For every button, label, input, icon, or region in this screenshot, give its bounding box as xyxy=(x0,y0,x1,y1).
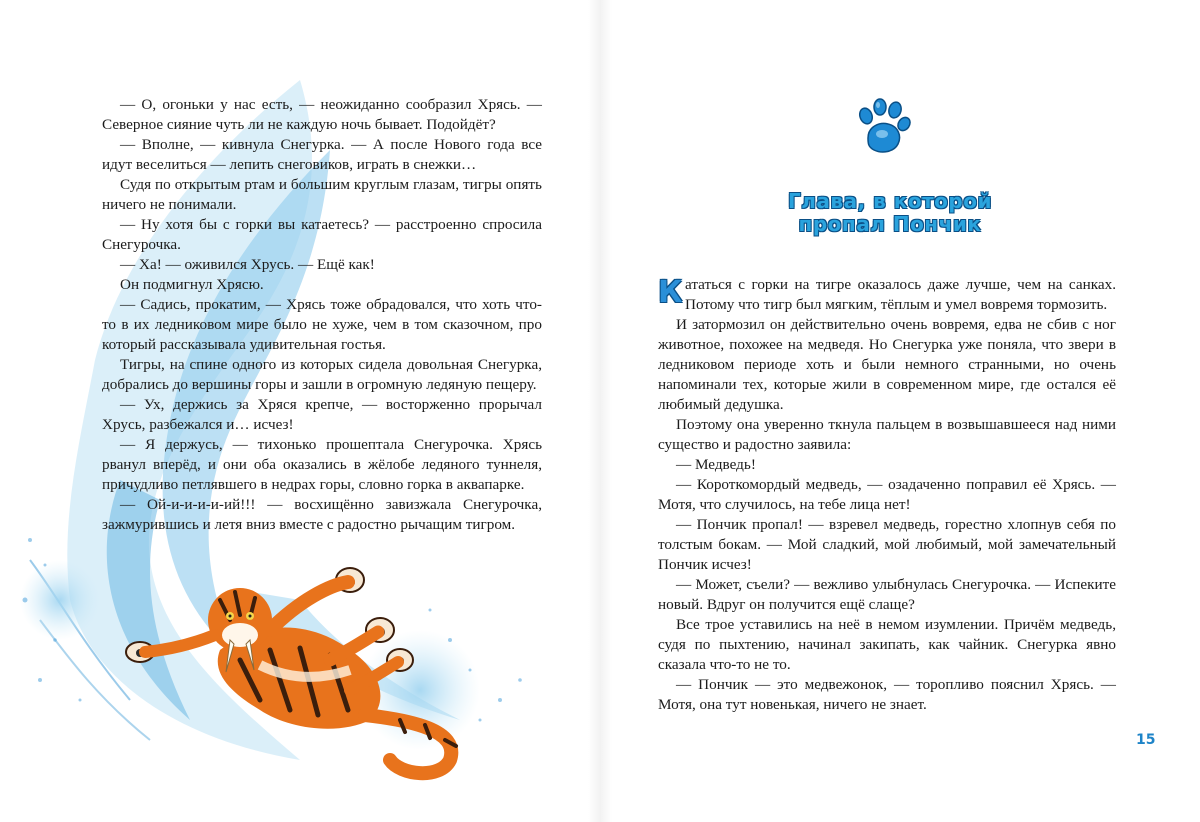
paragraph: Судя по открытым ртам и большим круглым глазам, тигры опять ничего не понимали. xyxy=(102,176,542,213)
chapter-title xyxy=(740,190,1040,236)
paragraph: — Ой-и-и-и-и-ий!!! — восхищённо завизжала Снегурочка, зажмурившись и летя вниз вместе с радостно рычащим тигром. xyxy=(102,496,542,533)
paragraph: — Я держусь, — тихонько прошептала Снегурочка. Хрясь рванул вперёд, и они оба оказались в жёлобе ледяного туннеля, причудливо петлявшего в недрах горы, словно горка в аквапарке. xyxy=(102,436,542,493)
left-page-text xyxy=(102,95,542,535)
paragraph: — Может, съели? — вежливо улыбнулась Снегурочка. — Испеките новый. Вдруг он получится ещё слаще? xyxy=(658,576,1116,613)
drop-cap: К xyxy=(658,275,683,310)
paragraph: — Ха! — оживился Хрусь. — Ещё как! xyxy=(120,256,375,273)
page-number: 15 xyxy=(1136,732,1156,748)
paragraph: Все трое уставились на неё в немом изумлении. Причём медведь, судя по пыхтению, начинал закипать, как чайник. Снегурка явно сказала что-то не то. xyxy=(658,616,1116,673)
right-page-text xyxy=(658,275,1116,715)
paragraph: — Садись, прокатим, — Хрясь тоже обрадовался, что хоть что-то в их ледниковом мире было не хуже, чем в том сказочном, про который рассказывала удивительная гостья. xyxy=(102,296,542,353)
paragraph: — Пончик — это медвежонок, — торопливо пояснил Хрясь. — Мотя, она тут новенькая, ничего не знает. xyxy=(658,676,1116,713)
paragraph: — Пончик пропал! — взревел медведь, горестно хлопнув себя по толстым бокам. — Мой сладкий, мой любимый, мой замечательный Пончик исчез! xyxy=(658,516,1116,573)
paragraph: — Вполне, — кивнула Снегурка. — А после Нового года все идут веселиться — лепить снеговиков, играть в снежки… xyxy=(102,136,542,173)
paragraph: Он подмигнул Хрясю. xyxy=(120,276,264,293)
paragraph: — Ух, держись за Хряся крепче, — восторженно прорычал Хрусь, разбежался и… исчез! xyxy=(102,396,542,433)
paragraph: — О, огоньки у нас есть, — неожиданно сообразил Хрясь. — Северное сияние чуть ли не каждую ночь бывает. Подойдёт? xyxy=(102,96,542,133)
paw-print-icon xyxy=(856,98,912,156)
opening-paragraph xyxy=(658,275,1116,315)
paragraph: — Короткомордый медведь, — озадаченно поправил её Хрясь. — Мотя, что случилось, на тебе лица нет! xyxy=(658,476,1116,513)
paragraph: — Медведь! xyxy=(676,456,756,473)
paragraph: И затормозил он действительно очень вовремя, едва не сбив с ног животное, похожее на медведя. Но Снегурка уже поняла, что звери в ледниковом периоде хоть и были немного странными, но очень напоминали тех, которые жили в современном мире, где остался её любимый дедушка. xyxy=(658,316,1116,413)
chapter-title-line: Глава, в которой xyxy=(788,189,992,213)
paragraph: Поэтому она уверенно ткнула пальцем в возвышавшееся над ними существо и радостно заявила: xyxy=(658,416,1116,453)
paragraph: — Ну хотя бы с горки вы катаетесь? — расстроенно спросила Снегурочка. xyxy=(102,216,542,253)
chapter-title-line: пропал Пончик xyxy=(798,212,982,236)
paragraph: Тигры, на спине одного из которых сидела довольная Снегурка, добрались до вершины горы и зашли в огромную ледяную пещеру. xyxy=(102,356,542,393)
opening-paragraph-text: ататься с горки на тигре оказалось даже лучше, чем на санках. Потому что тигр был мягким, тёплым и умел вовремя тормозить. xyxy=(685,276,1116,313)
